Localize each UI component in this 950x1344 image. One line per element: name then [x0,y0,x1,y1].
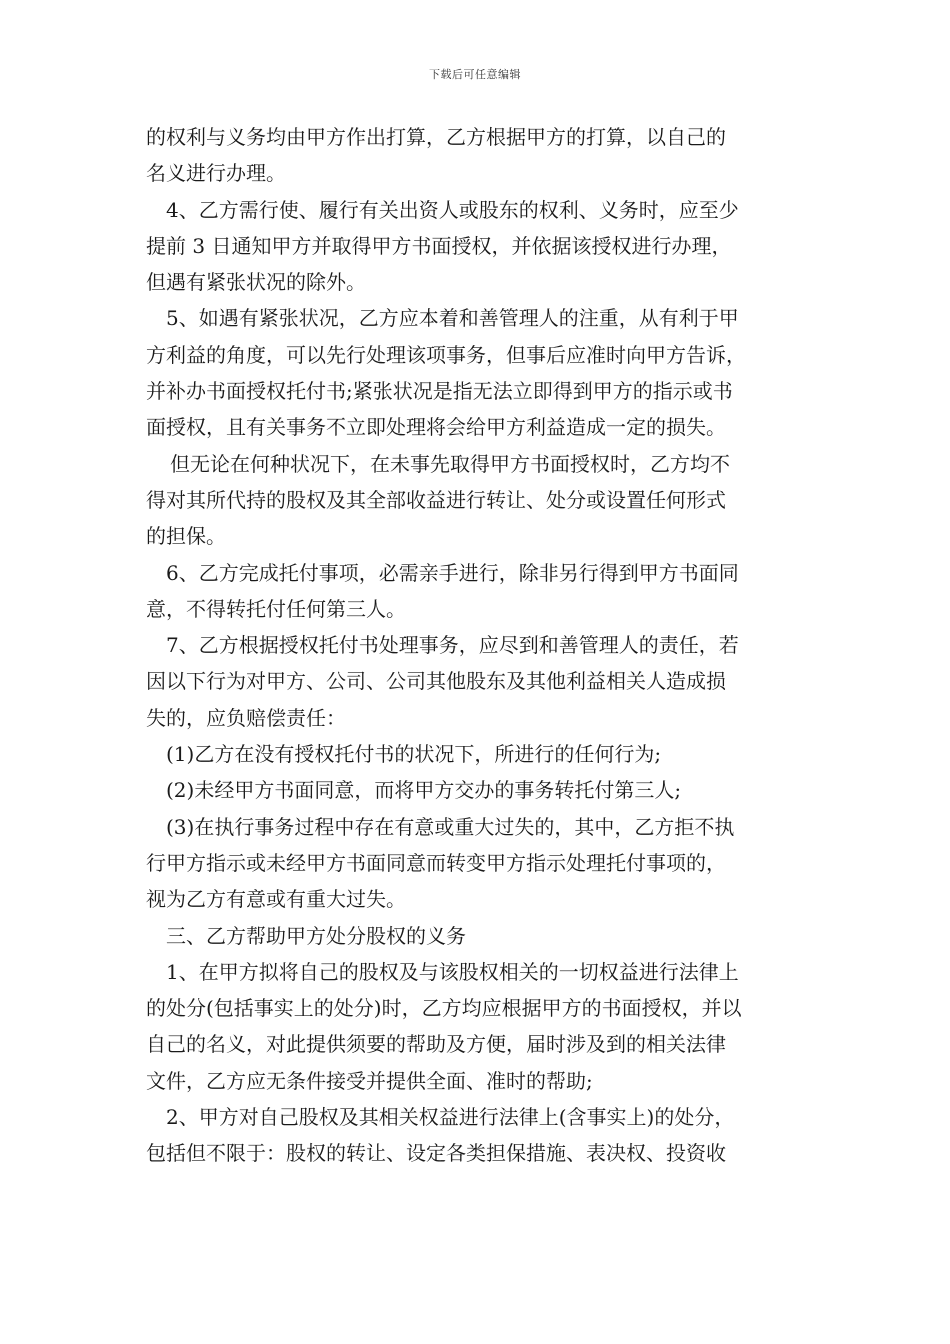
clause-1-line: 1、在甲方拟将自己的股权及与该股权相关的一切权益进行法律上 [166,959,739,984]
text-line: 自己的名义，对此提供须要的帮助及方便，届时涉及到的相关法律 [146,1032,726,1057]
page-header: 下载后可任意编辑 [429,68,521,81]
item-3-line: (3)在执行事务过程中存在有意或重大过失的，其中，乙方拒不执 [166,814,735,839]
text-line: 但遇有紧张状况的除外。 [146,270,366,295]
paragraph-line: 但无论在何种状况下，在未事先取得甲方书面授权时，乙方均不 [170,451,730,476]
text-line: 名义进行办理。 [146,161,286,186]
text-line: 行甲方指示或未经甲方书面同意而转变甲方指示处理托付事项的， [146,850,726,875]
item-1-line: (1)乙方在没有授权托付书的状况下，所进行的任何行为; [166,742,662,767]
clause-7-line: 7、乙方根据授权托付书处理事务，应尽到和善管理人的责任，若 [166,633,739,658]
text-line: 意，不得转托付任何第三人。 [146,596,406,621]
clause-6-line: 6、乙方完成托付事项，必需亲手进行，除非另行得到甲方书面同 [166,560,739,585]
text-line: 的担保。 [146,524,226,549]
text-line: 的权利与义务均由甲方作出打算，乙方根据甲方的打算，以自己的 [146,125,726,149]
clause-5-line: 5、如遇有紧张状况，乙方应本着和善管理人的注重，从有利于甲 [166,306,739,331]
text-line: 因以下行为对甲方、公司、公司其他股东及其他利益相关人造成损 [146,669,726,694]
text-line: 方利益的角度，可以先行处理该项事务，但事后应准时向甲方告诉， [146,342,746,367]
text-line: 视为乙方有意或有重大过失。 [146,887,406,912]
clause-2-line: 2、甲方对自己股权及其相关权益进行法律上(含事实上)的处分， [166,1105,735,1130]
text-line: 并补办书面授权托付书;紧张状况是指无法立即得到甲方的指示或书 [146,379,733,404]
text-line: 面授权，且有关事务不立即处理将会给甲方利益造成一定的损失。 [146,415,726,440]
text-line: 包括但不限于：股权的转让、设定各类担保措施、表决权、投资收 [146,1141,726,1166]
section-heading: 三、乙方帮助甲方处分股权的义务 [166,923,466,948]
clause-4-line: 4、乙方需行使、履行有关出资人或股东的权利、义务时，应至少 [166,197,739,222]
document-body [146,119,810,1172]
text-line: 文件，乙方应无条件接受并提供全面、准时的帮助; [146,1068,593,1093]
text-line: 的处分(包括事实上的处分)时，乙方均应根据甲方的书面授权，并以 [146,996,742,1021]
text-line: 得对其所代持的股权及其全部收益进行转让、处分或设置任何形式 [146,487,726,512]
item-2-line: (2)未经甲方书面同意，而将甲方交办的事务转托付第三人; [166,778,682,803]
text-line: 提前 3 日通知甲方并取得甲方书面授权，并依据该授权进行办理， [146,233,732,258]
text-line: 失的，应负赔偿责任： [146,705,346,730]
